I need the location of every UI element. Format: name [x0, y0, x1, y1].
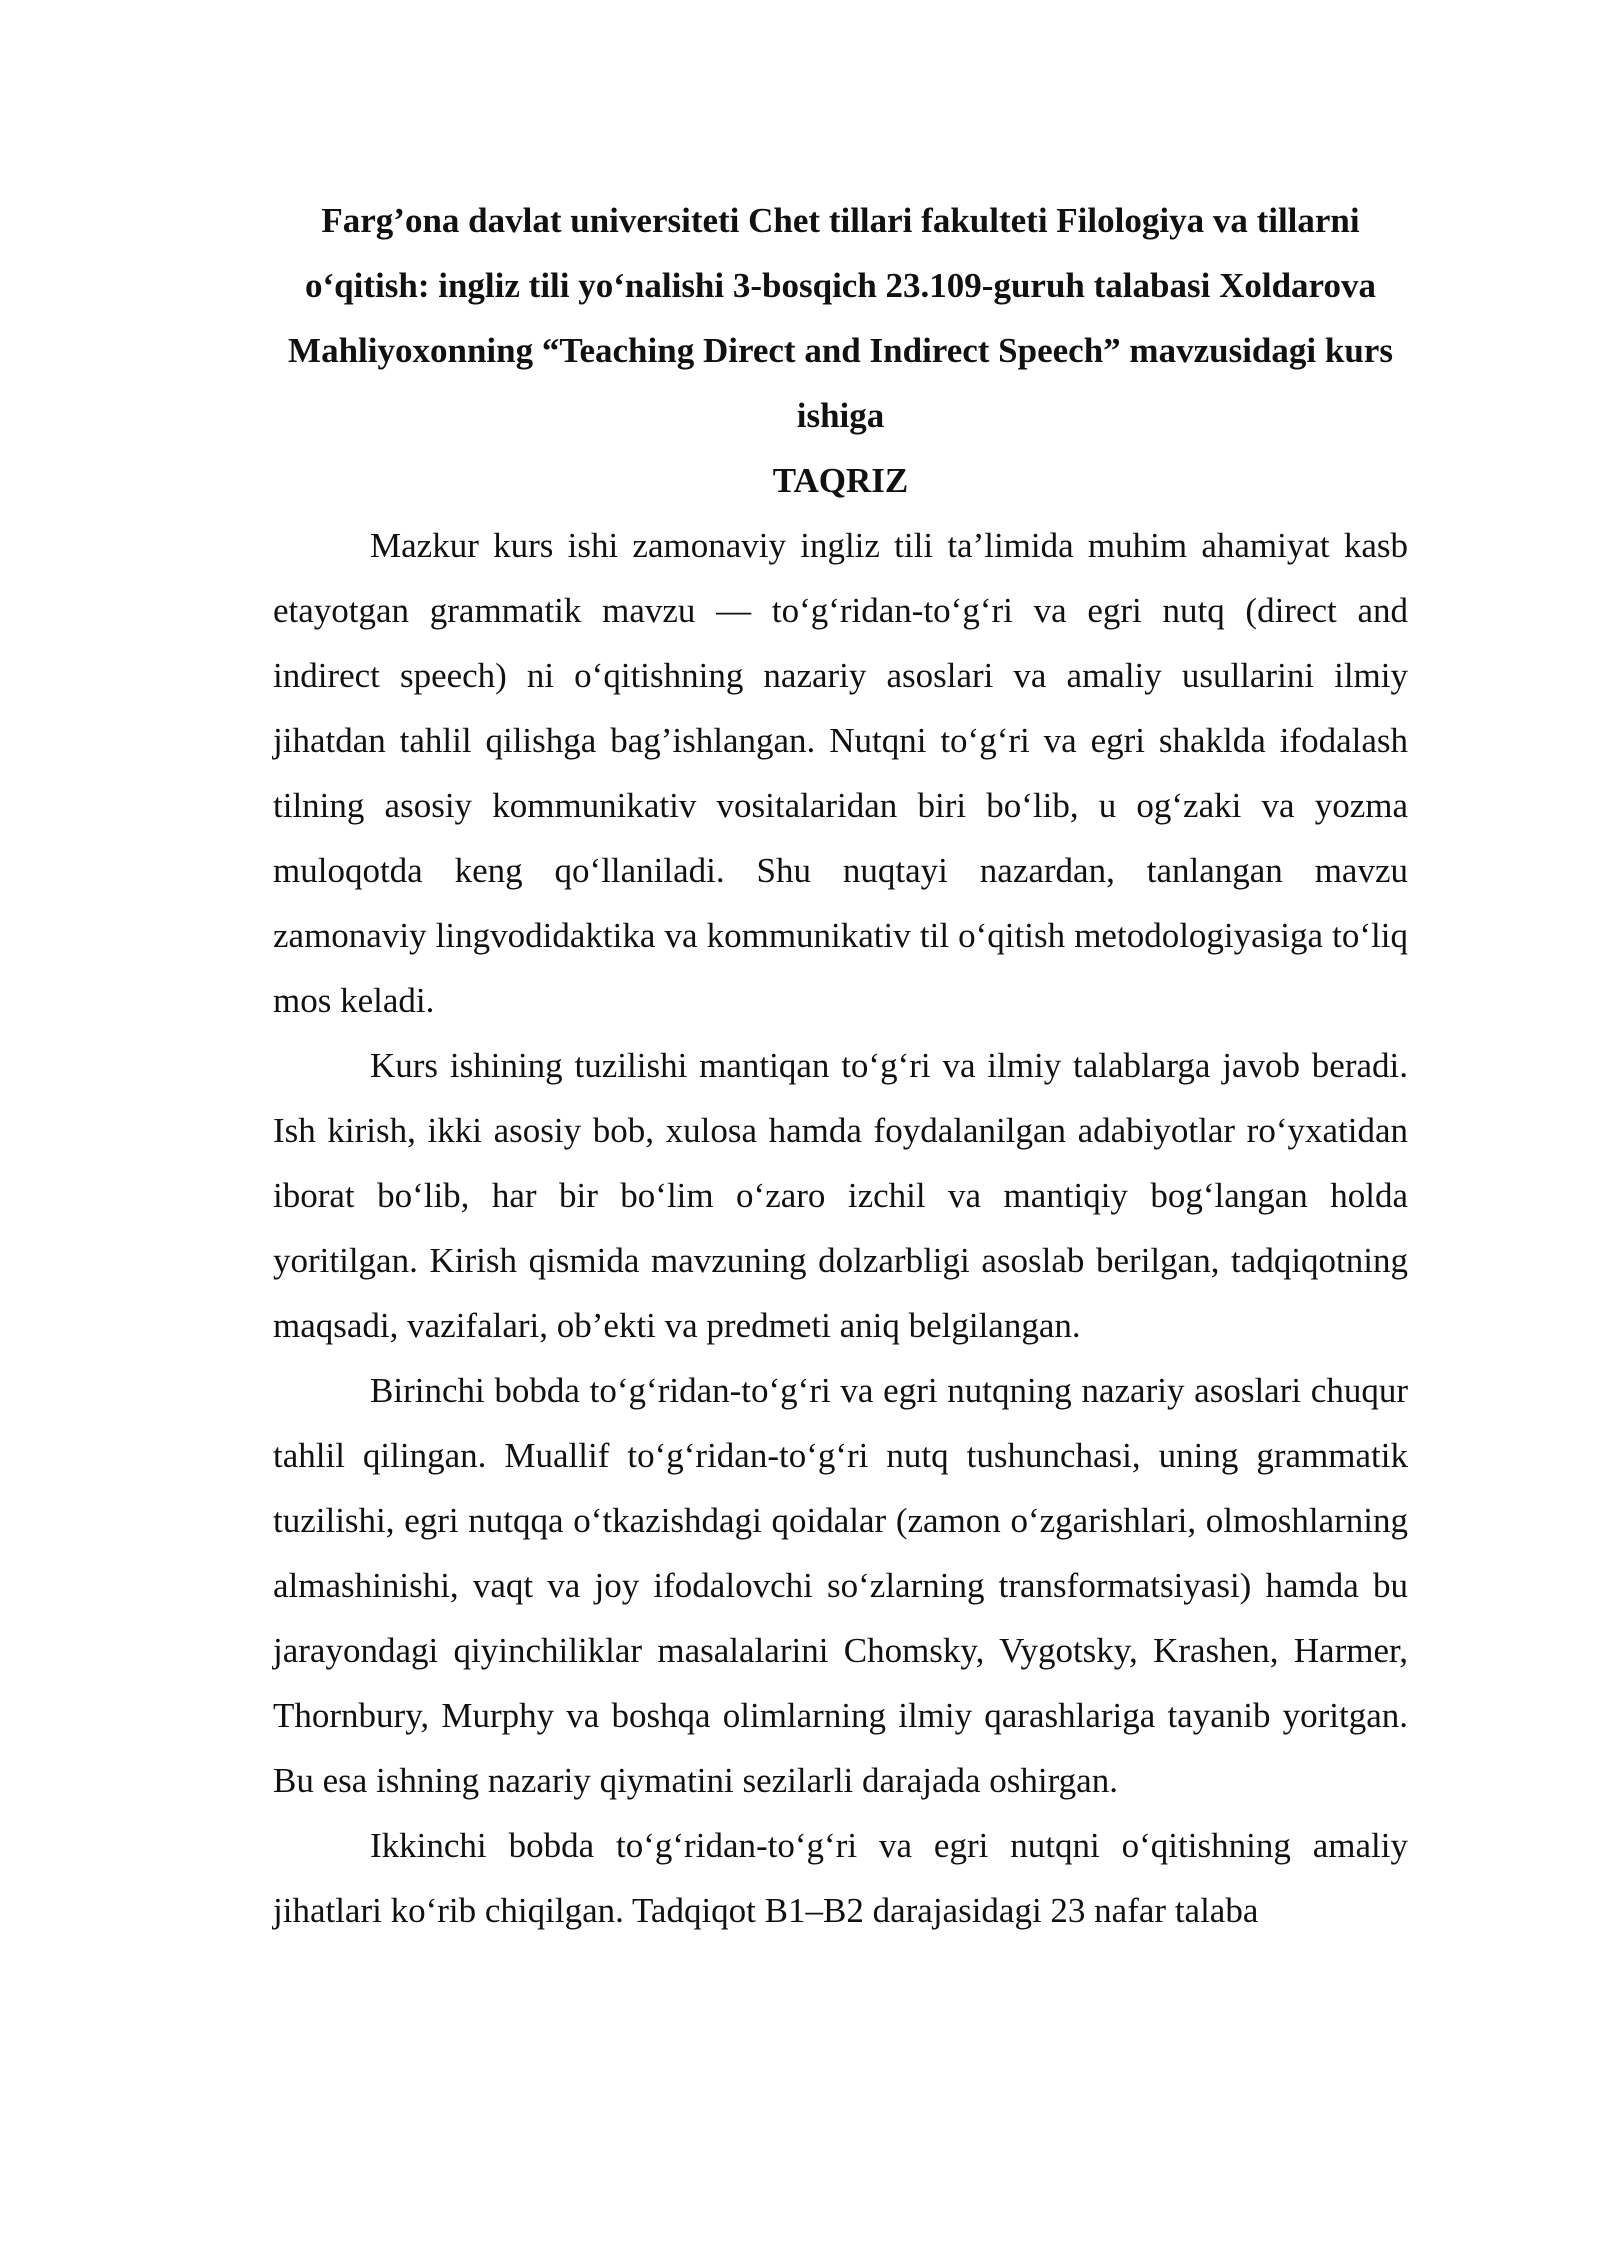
paragraph: Kurs ishining tuzilishi mantiqan to‘g‘ri va ilmiy talablarga javob beradi. Ish kirish, ikki asosiy bob, xulosa hamda foydalanilgan adabiyotlar ro‘yxatidan iborat bo‘lib, har bir bo‘lim o‘zaro izchil va mantiqiy bog‘langan holda yoritilgan. Kirish qismida mavzuning dolzarbligi asoslab berilgan, tadqiqotning maqsadi, vazifalari, ob’ekti va predmeti aniq belgilangan.: [273, 1046, 1408, 1345]
document-title: Farg’ona davlat universiteti Chet tillari fakulteti Filologiya va tillarni o‘qitish: ingliz tili yo‘nalishi 3-bosqich 23.109-guruh talabasi Xoldarova Mahliyoxonning “Teaching Direct and Indirect Speech” mavzusidagi kurs ishiga: [288, 201, 1393, 435]
document-page: [273, 188, 1408, 1943]
document-heading: TAQRIZ: [772, 461, 909, 500]
paragraph: Mazkur kurs ishi zamonaviy ingliz tili ta’limida muhim ahamiyat kasb etayotgan grammatik mavzu — to‘g‘ridan-to‘g‘ri va egri nutq (direct and indirect speech) ni o‘qitishning nazariy asoslari va amaliy usullarini ilmiy jihatdan tahlil qilishga bag’ishlangan. Nutqni to‘g‘ri va egri shaklda ifodalash tilning asosiy kommunikativ vositalaridan biri bo‘lib, u og‘zaki va yozma muloqotda keng qo‘llaniladi. Shu nuqtayi nazardan, tanlangan mavzu zamonaviy lingvodidaktika va kommunikativ til o‘qitish metodologiyasiga to‘liq mos keladi.: [273, 526, 1408, 1020]
paragraph: Ikkinchi bobda to‘g‘ridan-to‘g‘ri va egri nutqni o‘qitishning amaliy jihatlari ko‘rib chiqilgan. Tadqiqot B1–B2 darajasidagi 23 nafar talaba: [273, 1826, 1408, 1930]
paragraph: Birinchi bobda to‘g‘ridan-to‘g‘ri va egri nutqning nazariy asoslari chuqur tahlil qilingan. Muallif to‘g‘ridan-to‘g‘ri nutq tushunchasi, uning grammatik tuzilishi, egri nutqqa o‘tkazishdagi qoidalar (zamon o‘zgarishlari, olmoshlarning almashinishi, vaqt va joy ifodalovchi so‘zlarning transformatsiyasi) hamda bu jarayondagi qiyinchiliklar masalalarini Chomsky, Vygotsky, Krashen, Harmer, Thornbury, Murphy va boshqa olimlarning ilmiy qarashlariga tayanib yoritgan. Bu esa ishning nazariy qiymatini sezilarli darajada oshirgan.: [273, 1371, 1408, 1800]
